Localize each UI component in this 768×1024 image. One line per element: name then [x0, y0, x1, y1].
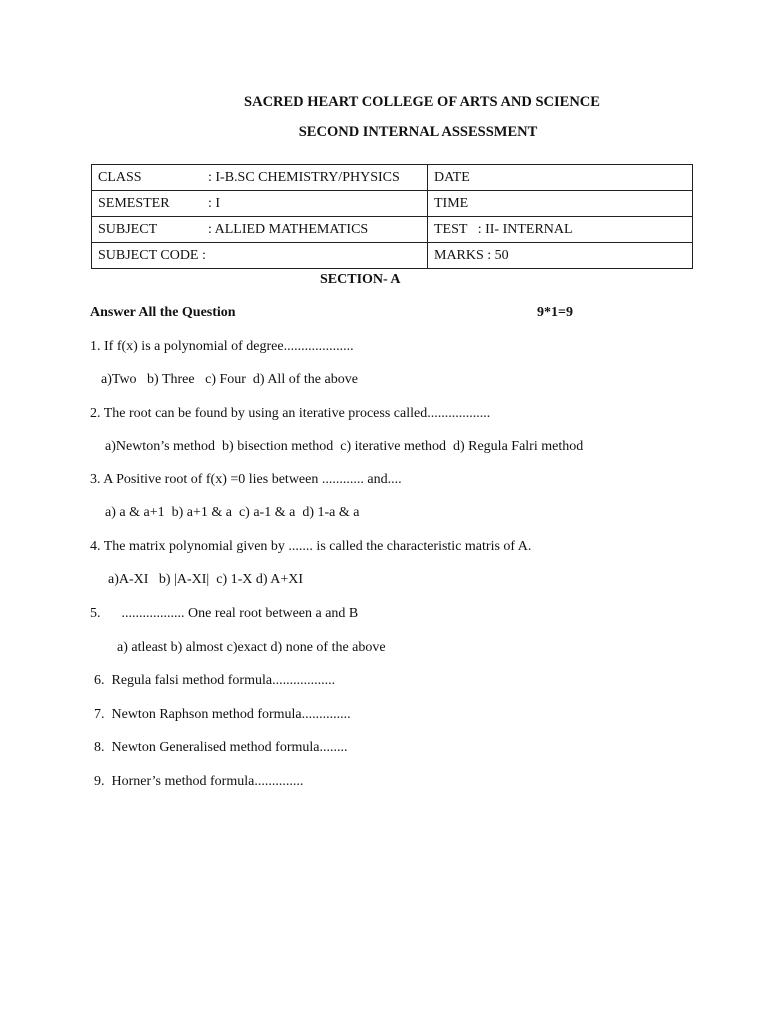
subject-code-label: SUBJECT CODE : — [98, 247, 206, 263]
marks-cell: MARKS : 50 — [428, 243, 693, 269]
test-cell: TEST : II- INTERNAL — [428, 217, 693, 243]
assessment-title: SECOND INTERNAL ASSESSMENT — [298, 124, 538, 140]
date-cell: DATE — [428, 165, 693, 191]
class-label: CLASS — [98, 169, 142, 185]
question-9: 9. Horner’s method formula.............. — [94, 774, 304, 789]
table-row — [92, 191, 693, 217]
table-row — [92, 243, 693, 269]
college-name: SACRED HEART COLLEGE OF ARTS AND SCIENCE — [244, 94, 600, 110]
semester-value: : I — [208, 195, 221, 211]
question-6: 6. Regula falsi method formula.................. — [94, 673, 336, 688]
question-5: 5. .................. One real root between a and B — [90, 606, 359, 621]
subject-cell — [92, 217, 428, 243]
question-2: 2. The root can be found by using an iterative process called.................. — [90, 406, 491, 421]
question-1: 1. If f(x) is a polynomial of degree.................... — [90, 339, 354, 354]
time-cell: TIME — [428, 191, 693, 217]
question-3-options: a) a & a+1 b) a+1 & a c) a-1 & a d) 1-a & a — [105, 505, 360, 520]
class-cell — [92, 165, 428, 191]
question-4: 4. The matrix polynomial given by ....... is called the characteristic matris of A. — [90, 539, 532, 554]
section-instruction: Answer All the Question — [90, 305, 236, 320]
question-3: 3. A Positive root of f(x) =0 lies between ............ and.... — [90, 472, 402, 487]
section-title: SECTION- A — [320, 272, 401, 287]
question-2-options: a)Newton’s method b) bisection method c) iterative method d) Regula Falri method — [105, 439, 584, 454]
semester-cell — [92, 191, 428, 217]
question-1-options: a)Two b) Three c) Four d) All of the above — [101, 372, 358, 387]
subject-value: : ALLIED MATHEMATICS — [208, 221, 369, 237]
subject-label: SUBJECT — [98, 221, 158, 237]
question-7: 7. Newton Raphson method formula.............. — [94, 707, 351, 722]
question-4-options: a)A-XI b) |A-XI| c) 1-X d) A+XI — [108, 572, 304, 587]
subject-code-cell — [92, 243, 428, 269]
table-row — [92, 217, 693, 243]
exam-info-table — [91, 164, 693, 269]
semester-label: SEMESTER — [98, 195, 170, 211]
class-value: : I-B.SC CHEMISTRY/PHYSICS — [208, 169, 400, 185]
question-8: 8. Newton Generalised method formula........ — [94, 740, 348, 755]
section-marks: 9*1=9 — [537, 305, 573, 320]
table-row — [92, 165, 693, 191]
question-5-options: a) atleast b) almost c)exact d) none of the above — [117, 640, 386, 655]
